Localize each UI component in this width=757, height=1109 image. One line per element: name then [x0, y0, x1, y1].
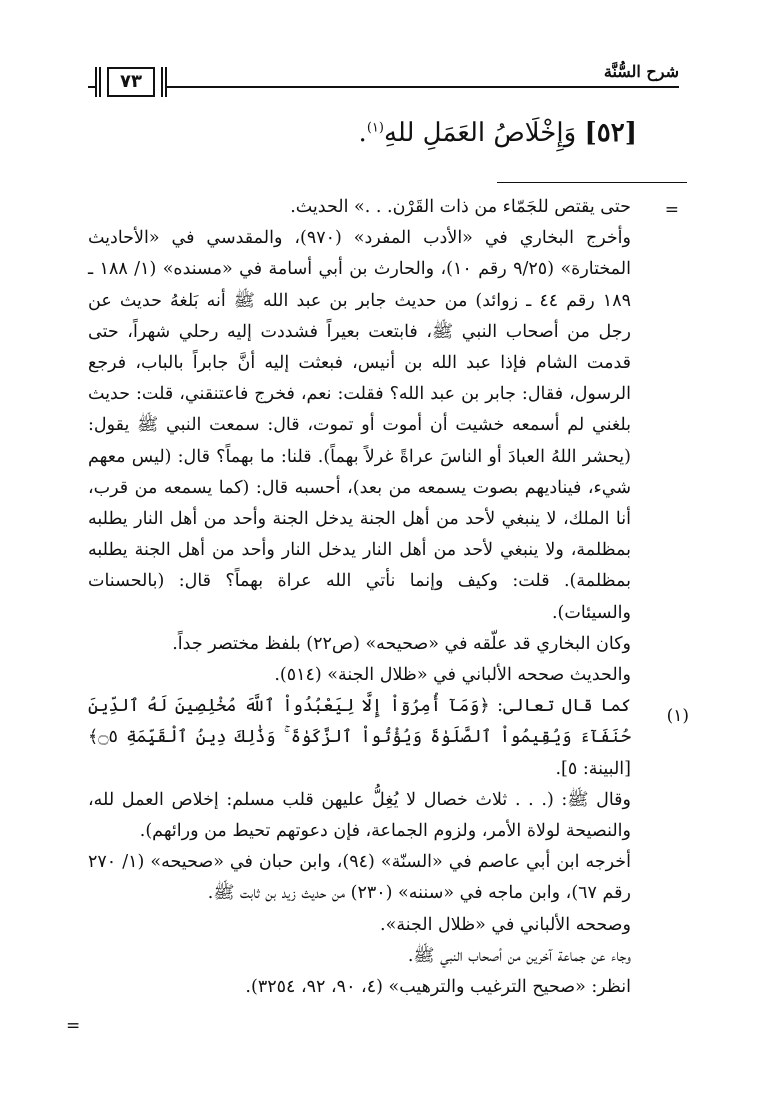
book-title: شرح السُّنَّة — [603, 62, 679, 81]
frame-ornament-right — [161, 67, 167, 97]
header-rule — [88, 86, 679, 88]
footnotes — [88, 192, 631, 1003]
footnote-paragraph: وصححه الألباني في «ظلال الجنة». — [380, 914, 631, 935]
footnote-paragraph: حتى يقتص للجَمّاء من ذات القَرْن. . .» الحديث. — [290, 197, 631, 217]
heading-end: . — [358, 118, 367, 148]
footnote-paragraph: انظر: «صحيح الترغيب والترهيب» (٤، ٩٠، ٩٢، ٣٢٥٤). — [245, 977, 631, 998]
heading-text: وَإِخْلَاصُ العَمَلِ للهِ — [383, 118, 577, 148]
heading-footnote-ref: (١) — [366, 120, 384, 136]
frame-ornament-left — [95, 67, 101, 97]
section-heading — [359, 118, 637, 148]
footnote-paragraph: وكان البخاري قد علّقه في «صحيحه» (ص٢٢) بلفظ مختصر جداً. — [172, 633, 631, 654]
page-number-frame — [95, 67, 167, 97]
footnote-paragraph: والحديث صححه الألباني في «ظلال الجنة» (٥١٤). — [274, 665, 631, 686]
continuation-marker-top: = — [664, 200, 679, 220]
continuation-marker-bottom: = — [66, 1016, 81, 1036]
footnote-paragraph: وقال ﷺ: (. . . ثلاث خصال لا يُغِلُّ عليهن قلب مسلم: إخلاص العمل لله، والنصيحة لولاة الأمر، ولزوم الجماعة، فإن دعوتهم تحيط من ورائهم). — [88, 789, 631, 842]
footnote-paragraph: أخرجه ابن أبي عاصم في «السنّة» (٩٤)، وابن حبان في «صحيحه» (١/ ٢٧٠ رقم ٦٧)، وابن ماجه في «سننه» (٢٣٠) من حديث زيد بن ثابت ﷺ. — [88, 852, 631, 904]
footnote-paragraph: وأخرج البخاري في «الأدب المفرد» (٩٧٠)، والمقدسي في «الأحاديث المختارة» (٩/٢٥ رقم ١٠)، والحارث بن أبي أسامة في «مسنده» (١/ ١٨٨ ـ ١٨٩ رقم ٤٤ ـ زوائد) من حديث جابر بن عبد الله ﷺ أنه بَلغهُ حديث عن رجل من أصحاب النبي ﷺ، فابتعت بعيراً فشددت إليه رحلي شهراً، حتى قدمت الشام فإذا عبد الله بن أنيس، فبعثت إليه أنَّ جابراً بالباب، فرجع الرسول، فقال: جابر بن عبد الله؟ فقلت: نعم، فخرج فاعتنقني، قلت: حديث بلغني لم أسمعه خشيت أن أموت أو تموت، قال: سمعت النبي ﷺ يقول: (يحشر اللهُ العبادَ أو الناسَ عراةً غرلاً بهماً). قلنا: ما بهماً؟ قال: (ليس معهم شيء، فيناديهم بصوت يسمعه من بعد)، أحسبه قال: (كما يسمعه من قرب، أنا الملك، لا ينبغي لأحد من أهل الجنة يدخل الجنة وأحد من أهل النار يطلبه بمظلمة، ولا ينبغي لأحد من أهل النار يدخل النار وأحد من أهل الجنة يطلبه بمظلمة). قلت: وكيف وإنما نأتي الله عراة بهماً؟ قال: (بالحسنات والسيئات). — [88, 228, 631, 623]
page-number: ٧٣ — [107, 67, 155, 97]
heading-number: [٥٢] — [584, 118, 637, 148]
footnote-paragraph: كما قال تعالى: ﴿وَمَآ أُمِرُوٓاْ إِلَّا لِيَعْبُدُواْ ٱللَّهَ مُخْلِصِينَ لَهُ ٱلدِّينَ حُنَفَآءَ وَيُقِيمُواْ ٱلصَّلَوٰةَ وَيُؤْتُواْ ٱلزَّكَوٰةَ ۚ وَذَٰلِكَ دِينُ ٱلْقَيِّمَةِ ۝٥﴾ [البينة: ٥]. — [88, 696, 631, 779]
footnote-paragraph: وجاء عن جماعة آخرين من أصحاب النبي ﷺ. — [407, 945, 631, 966]
footnote-separator — [497, 182, 687, 183]
footnote-1-marker: (١) — [666, 706, 689, 726]
